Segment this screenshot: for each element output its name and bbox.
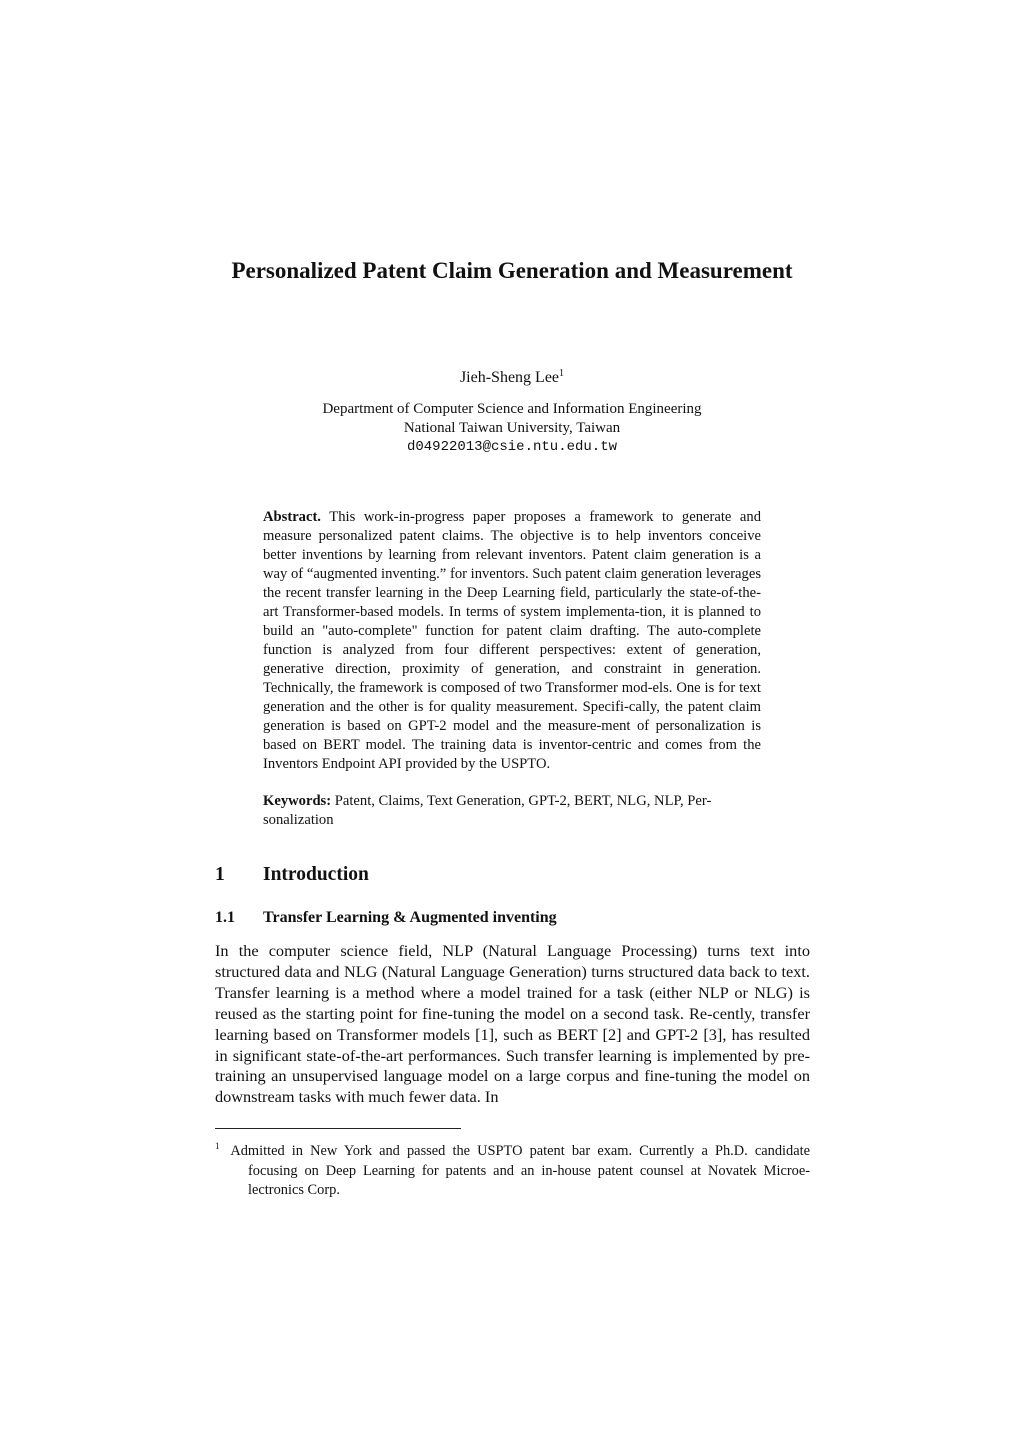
author-name: Jieh-Sheng Lee — [459, 369, 560, 386]
subsection-title: Transfer Learning & Augmented inventing — [263, 909, 557, 926]
section-title: Introduction — [263, 864, 369, 885]
subsection-number: 1.1 — [215, 909, 235, 926]
keywords — [263, 792, 761, 830]
affiliation-block — [0, 400, 1024, 457]
abstract — [263, 508, 761, 774]
abstract-label: Abstract. — [263, 509, 321, 525]
subsection-heading — [215, 907, 557, 929]
body-paragraph: In the computer science field, NLP (Natural Language Processing) turns text into structured data and NLG (Natural Language Generation) turns structured data back to text. Transfer learning is a method where a model trained for a task (either NLP or NLG) is reused as the starting point for fine-tuning the model on a second task. Re-cently, transfer learning based on Transformer models [1], such as BERT [2] and GPT-2 [3], has resulted in significant state-of-the-art performances. Such transfer learning is implemented by pre-training an unsupervised language model on a large corpus and fine-tuning the model on downstream tasks with much fewer data. In — [215, 941, 810, 1107]
section-number: 1 — [215, 864, 225, 885]
footnote-divider — [215, 1128, 461, 1129]
author-line — [0, 362, 1024, 390]
author-email: d04922013@csie.ntu.edu.tw — [406, 439, 618, 455]
author-footnote-mark: 1 — [559, 368, 565, 379]
affiliation-department: Department of Computer Science and Information Engineering — [322, 401, 702, 417]
paper-title: Personalized Patent Claim Generation and Measurement — [231, 258, 793, 283]
abstract-text: This work-in-progress paper proposes a framework to generate and measure personalized patent claims. The objective is to help inventors conceive better inventions by learning from relevant inventors. Patent claim generation is a way of “augmented inventing.” for inventors. Such patent claim generation leverages the recent transfer learning in the Deep Learning field, particularly the state-of-the-art Transformer-based models. In terms of system implementa-tion, it is planned to build an "auto-complete" function for patent claim drafting. The auto-complete function is analyzed from four different perspectives: extent of generation, generative direction, proximity of generation, and constraint in generation. Technically, the framework is composed of two Transformer mod-els. One is for text generation and the other is for quality measurement. Specifi-cally, the patent claim generation is based on GPT-2 model and the measure-ment of personalization is based on BERT model. The training data is inventor-centric and comes from the Inventors Endpoint API provided by the USPTO. — [263, 509, 761, 772]
footnote-text: Admitted in New York and passed the USPTO patent bar exam. Currently a Ph.D. candidate focusing on Deep Learning for patents and an in-house patent counsel at Novatek Microe-lectronics Corp. — [230, 1143, 810, 1198]
section-heading — [215, 862, 369, 888]
affiliation-university: National Taiwan University, Taiwan — [403, 420, 621, 436]
footnote — [215, 1137, 810, 1201]
keywords-text: Patent, Claims, Text Generation, GPT-2, BERT, NLG, NLP, Per-sonalization — [263, 793, 712, 828]
keywords-label: Keywords: — [263, 793, 332, 809]
footnote-mark: 1 — [215, 1141, 220, 1151]
